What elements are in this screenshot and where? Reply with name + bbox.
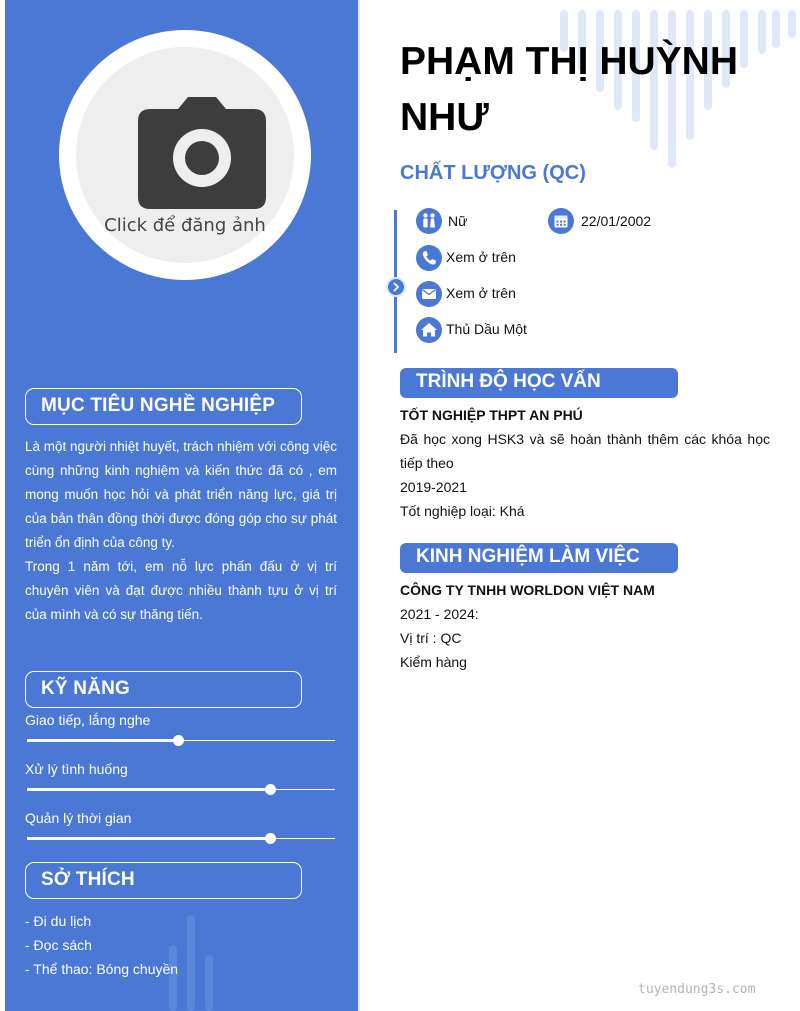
phone-value: Xem ở trên	[446, 249, 516, 265]
skill-slider	[27, 838, 335, 839]
home-icon	[416, 317, 442, 343]
skill-fill	[27, 788, 270, 791]
skill-label: Xử lý tình huống	[25, 761, 128, 777]
work-duty: Kiểm hàng	[400, 654, 467, 670]
chevron-right-icon[interactable]	[386, 277, 406, 297]
sidebar-decoration	[155, 905, 235, 1011]
phone-icon	[416, 245, 442, 271]
company-name: CÔNG TY TNHH WORLDON VIỆT NAM	[400, 582, 655, 598]
hobbies-heading: SỞ THÍCH	[25, 862, 302, 899]
skill-slider	[27, 789, 335, 790]
job-title: CHẤT LƯỢNG (QC)	[400, 162, 586, 184]
objective-paragraph-1: Là một người nhiệt huyết, trách nhiệm với công việc cùng những kinh nghiệm và kiến thức đã có , em mong muốn học hỏi và phát triển năng lực, giá trị của bản thân đồng thời được đóng góp cho sự phát triển ổn định của công ty.	[25, 439, 337, 550]
skill-knob	[265, 833, 276, 844]
avatar[interactable]	[59, 30, 311, 280]
email-icon	[416, 281, 442, 307]
watermark: tuyendung3s.com	[638, 982, 756, 997]
skill-label: Quản lý thời gian	[25, 810, 132, 826]
skill-knob	[265, 784, 276, 795]
address-value: Thủ Dầu Một	[446, 321, 527, 337]
email-value: Xem ở trên	[446, 285, 516, 301]
work-period: 2021 - 2024:	[400, 606, 479, 622]
candidate-name: PHẠM THỊ HUỲNH NHƯ	[400, 40, 738, 139]
education-grade: Tốt nghiệp loại: Khá	[400, 503, 525, 519]
education-heading: TRÌNH ĐỘ HỌC VẤN	[400, 368, 678, 398]
sidebar	[5, 0, 358, 1011]
objective-heading: MỤC TIÊU NGHỀ NGHIỆP	[25, 388, 302, 425]
gender-icon	[416, 208, 442, 234]
school-name: TỐT NGHIỆP THPT AN PHÚ	[400, 407, 583, 423]
skill-knob	[173, 735, 184, 746]
birthdate-value: 22/01/2002	[581, 213, 652, 229]
gender-value: Nữ	[448, 213, 468, 229]
photo-caption[interactable]: Click để đăng ảnh	[104, 215, 266, 236]
education-description: Đã học xong HSK3 và sẽ hoàn thành thêm các khóa học tiếp theo	[400, 431, 770, 471]
camera-icon	[138, 97, 266, 209]
education-years: 2019-2021	[400, 479, 467, 495]
skill-fill	[27, 837, 270, 840]
skills-heading: KỸ NĂNG	[25, 671, 302, 708]
hobby-item: - Đọc sách	[25, 937, 92, 953]
hobby-item: - Thể thao: Bóng chuyền	[25, 961, 179, 977]
sidebar-divider	[358, 0, 360, 1011]
work-position: Vị trí : QC	[400, 630, 462, 646]
skill-slider	[27, 740, 335, 741]
objective-paragraph-2: Trong 1 năm tới, em nỗ lực phấn đấu ở vị trí chuyên viên và đạt được nhiều thành tựu ở vị trí của mình và có sự thăng tiến.	[25, 559, 337, 622]
hobby-item: - Đi du lịch	[25, 913, 92, 929]
skill-label: Giao tiếp, lắng nghe	[25, 712, 151, 728]
skill-fill	[27, 739, 178, 742]
avatar-placeholder[interactable]	[76, 47, 294, 263]
calendar-icon	[548, 208, 574, 234]
experience-heading: KINH NGHIỆM LÀM VIỆC	[400, 543, 678, 573]
